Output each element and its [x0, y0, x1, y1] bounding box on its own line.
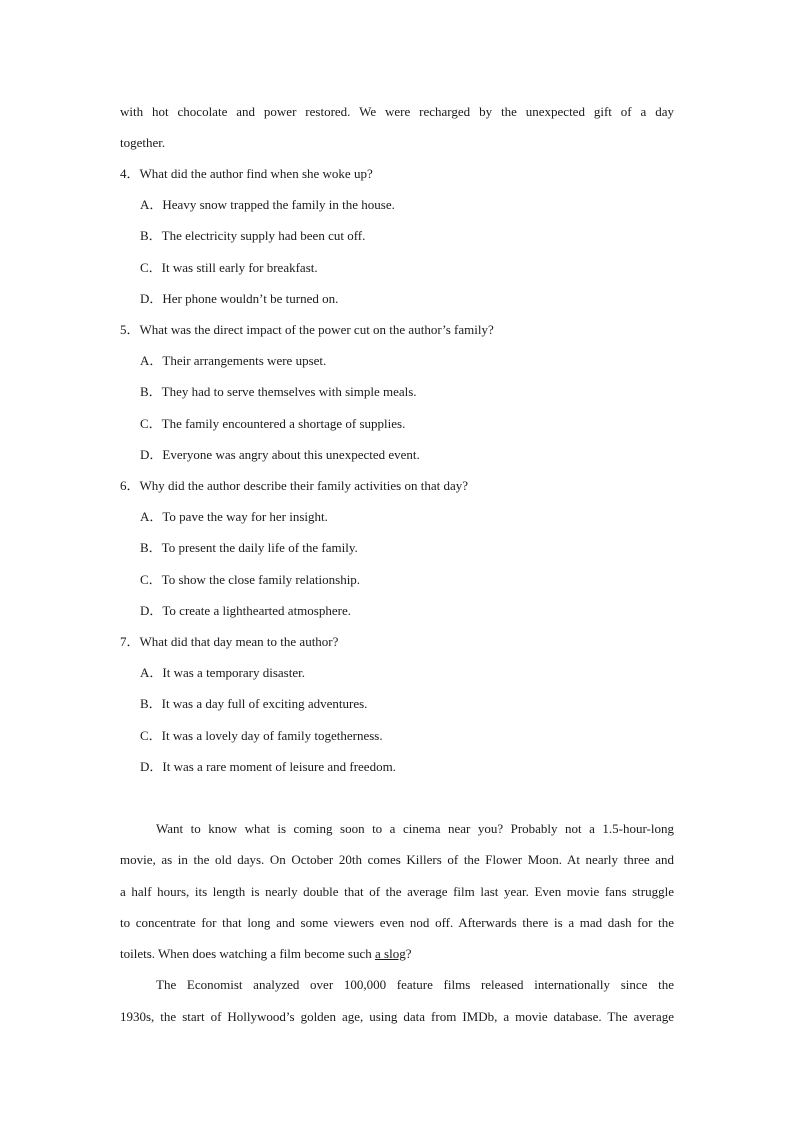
- question-stem: 7．What did that day mean to the author?: [120, 634, 339, 649]
- passage-line: Want to know what is coming soon to a cinema near you? Probably not a 1.5-hour-long: [156, 821, 674, 836]
- question-stem: 6．Why did the author describe their family activities on that day?: [120, 478, 469, 493]
- question-option: D．It was a rare moment of leisure and freedom.: [140, 759, 396, 774]
- question-option: B．They had to serve themselves with simple meals.: [140, 384, 417, 399]
- passage-line: [120, 946, 674, 962]
- underlined-phrase: a slog: [375, 946, 406, 961]
- intro-line: with hot chocolate and power restored. We were recharged by the unexpected gift of a day: [120, 104, 674, 119]
- question-option: A．Their arrangements were upset.: [140, 353, 327, 368]
- question-option: D．To create a lighthearted atmosphere.: [140, 603, 351, 618]
- passage-text: toilets. When does watching a film become such: [120, 946, 375, 961]
- passage-line: to concentrate for that long and some viewers even nod off. Afterwards there is a mad dash for the: [120, 915, 674, 930]
- question-option: A．To pave the way for her insight.: [140, 509, 328, 524]
- question-option: C．The family encountered a shortage of supplies.: [140, 416, 406, 431]
- passage-line: The Economist analyzed over 100,000 feature films released internationally since the: [156, 977, 674, 992]
- passage-text: ?: [405, 946, 412, 961]
- passage-line: a half hours, its length is nearly double that of the average film last year. Even movie fans struggle: [120, 884, 674, 899]
- question-option: B．To present the daily life of the family.: [140, 540, 358, 555]
- question-option: D．Her phone wouldn’t be turned on.: [140, 291, 339, 306]
- question-option: C．It was a lovely day of family togetherness.: [140, 728, 383, 743]
- question-option: B．It was a day full of exciting adventures.: [140, 696, 368, 711]
- question-stem: 5．What was the direct impact of the power cut on the author’s family?: [120, 322, 494, 337]
- question-stem: 4．What did the author find when she woke up?: [120, 166, 373, 181]
- passage-line: 1930s, the start of Hollywood’s golden age, using data from IMDb, a movie database. The average: [120, 1009, 674, 1024]
- question-option: C．It was still early for breakfast.: [140, 260, 318, 275]
- question-option: D．Everyone was angry about this unexpected event.: [140, 447, 420, 462]
- question-option: C．To show the close family relationship.: [140, 572, 361, 587]
- question-option: A．It was a temporary disaster.: [140, 665, 305, 680]
- intro-line: together.: [120, 135, 166, 150]
- question-option: B．The electricity supply had been cut off.: [140, 228, 366, 243]
- question-option: A．Heavy snow trapped the family in the house.: [140, 197, 395, 212]
- passage-line: movie, as in the old days. On October 20th comes Killers of the Flower Moon. At nearly three and: [120, 852, 674, 867]
